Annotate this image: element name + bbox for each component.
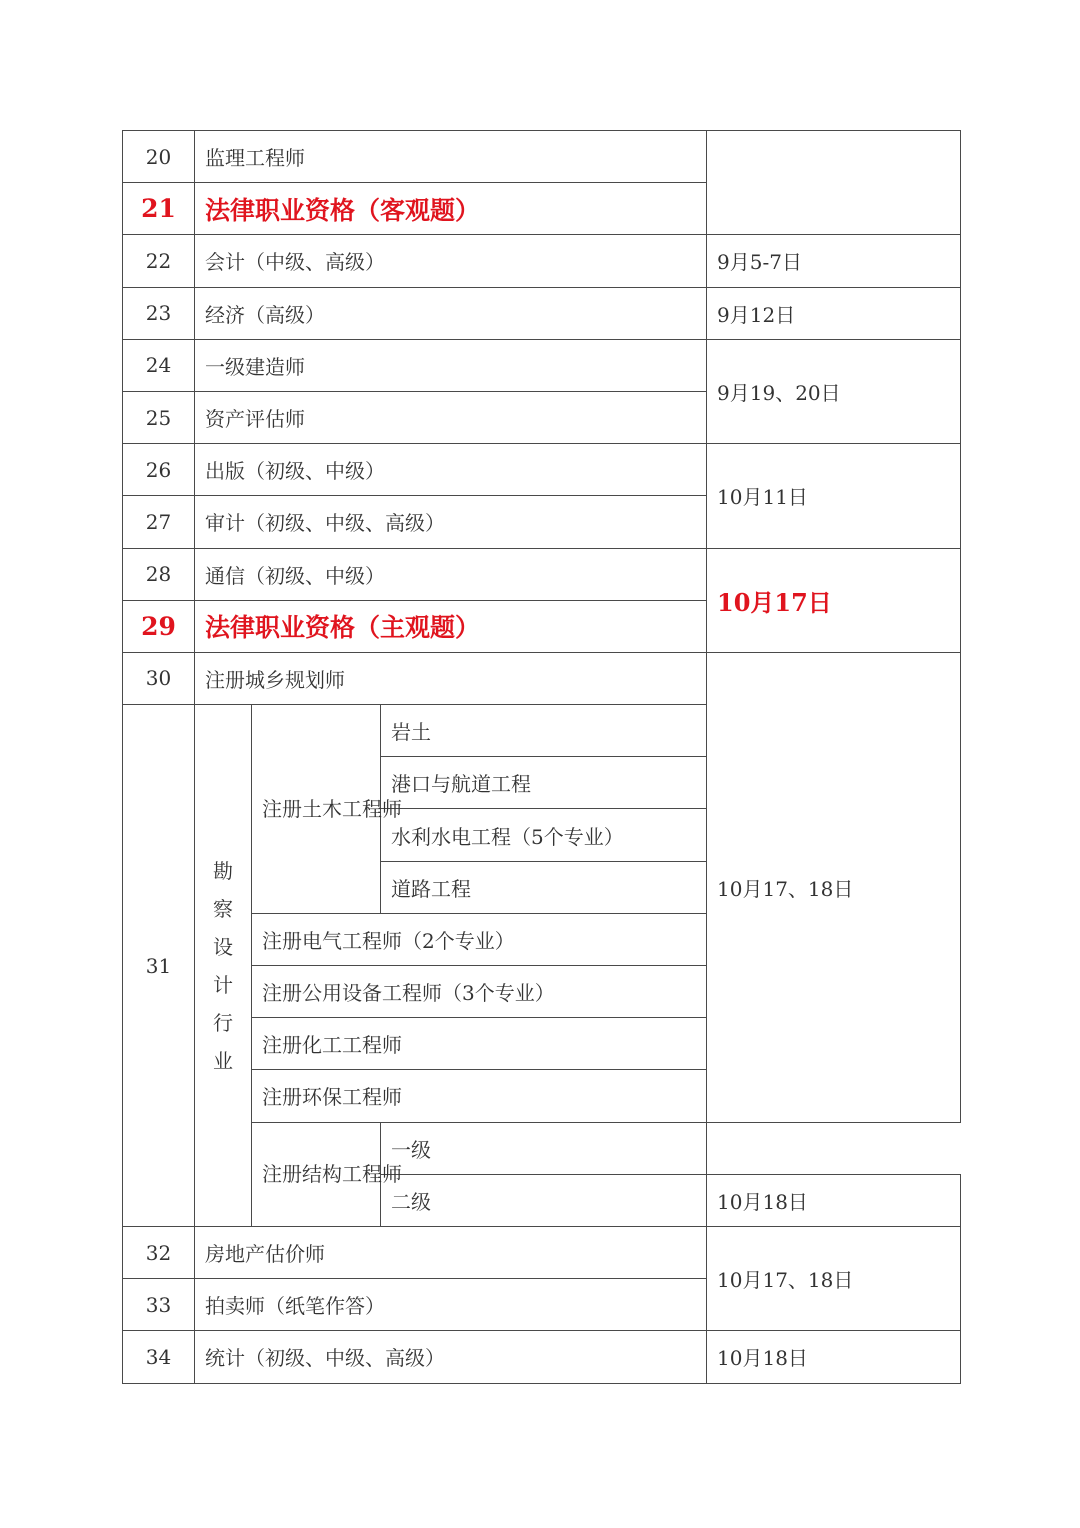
table-row bbox=[123, 548, 961, 600]
row-number: 27 bbox=[123, 496, 195, 548]
row-number: 30 bbox=[123, 652, 195, 704]
sub-category-label: 注册结构工程师 bbox=[252, 1122, 381, 1226]
row-number: 34 bbox=[123, 1331, 195, 1383]
specialty: 二级 bbox=[381, 1174, 707, 1226]
specialty: 一级 bbox=[381, 1122, 707, 1174]
specialty: 道路工程 bbox=[381, 861, 707, 913]
exam-name: 会计（中级、高级） bbox=[195, 235, 707, 287]
exam-name: 资产评估师 bbox=[195, 391, 707, 443]
exam-date: 9月5-7日 bbox=[707, 235, 961, 287]
category-label bbox=[195, 705, 252, 1227]
exam-name: 一级建造师 bbox=[195, 339, 707, 391]
exam-name: 审计（初级、中级、高级） bbox=[195, 496, 707, 548]
exam-name: 出版（初级、中级） bbox=[195, 444, 707, 496]
exam-date bbox=[707, 131, 961, 235]
exam-date: 10月18日 bbox=[707, 1174, 961, 1226]
table-row bbox=[123, 287, 961, 339]
exam-name: 房地产估价师 bbox=[195, 1226, 707, 1278]
exam-date: 10月17、18日 bbox=[707, 652, 961, 1122]
exam-date: 10月11日 bbox=[707, 444, 961, 548]
table-row bbox=[123, 444, 961, 496]
sub-category-label: 注册公用设备工程师（3个专业） bbox=[252, 966, 707, 1018]
exam-name: 法律职业资格（客观题） bbox=[195, 183, 707, 235]
table-row bbox=[123, 652, 961, 704]
table-row bbox=[123, 235, 961, 287]
row-number: 32 bbox=[123, 1226, 195, 1278]
row-number: 29 bbox=[123, 600, 195, 652]
row-number: 33 bbox=[123, 1279, 195, 1331]
table-row bbox=[123, 1331, 961, 1383]
exam-date: 9月12日 bbox=[707, 287, 961, 339]
specialty: 岩土 bbox=[381, 705, 707, 757]
sub-category-label: 注册化工工程师 bbox=[252, 1018, 707, 1070]
row-number: 21 bbox=[123, 183, 195, 235]
specialty: 港口与航道工程 bbox=[381, 757, 707, 809]
category-text: 勘察设计行业 bbox=[213, 858, 233, 1073]
table-row bbox=[123, 1226, 961, 1278]
sub-category-label: 注册电气工程师（2个专业） bbox=[252, 913, 707, 965]
sub-category-label: 注册环保工程师 bbox=[252, 1070, 707, 1122]
row-number: 22 bbox=[123, 235, 195, 287]
exam-name: 统计（初级、中级、高级） bbox=[195, 1331, 707, 1383]
row-number: 31 bbox=[123, 705, 195, 1227]
row-number: 26 bbox=[123, 444, 195, 496]
exam-name: 通信（初级、中级） bbox=[195, 548, 707, 600]
table-row bbox=[123, 131, 961, 183]
exam-name: 注册城乡规划师 bbox=[195, 652, 707, 704]
specialty: 水利水电工程（5个专业） bbox=[381, 809, 707, 861]
exam-date: 10月18日 bbox=[707, 1331, 961, 1383]
exam-name: 监理工程师 bbox=[195, 131, 707, 183]
exam-name: 拍卖师（纸笔作答） bbox=[195, 1279, 707, 1331]
exam-name: 法律职业资格（主观题） bbox=[195, 600, 707, 652]
row-number: 25 bbox=[123, 391, 195, 443]
row-number: 28 bbox=[123, 548, 195, 600]
exam-date: 10月17日 bbox=[707, 548, 961, 652]
row-number: 24 bbox=[123, 339, 195, 391]
exam-name: 经济（高级） bbox=[195, 287, 707, 339]
exam-date: 9月19、20日 bbox=[707, 339, 961, 443]
sub-category-label: 注册土木工程师 bbox=[252, 705, 381, 914]
row-number: 20 bbox=[123, 131, 195, 183]
exam-date: 10月17、18日 bbox=[707, 1226, 961, 1330]
exam-schedule-table bbox=[122, 130, 961, 1384]
row-number: 23 bbox=[123, 287, 195, 339]
table-row bbox=[123, 339, 961, 391]
